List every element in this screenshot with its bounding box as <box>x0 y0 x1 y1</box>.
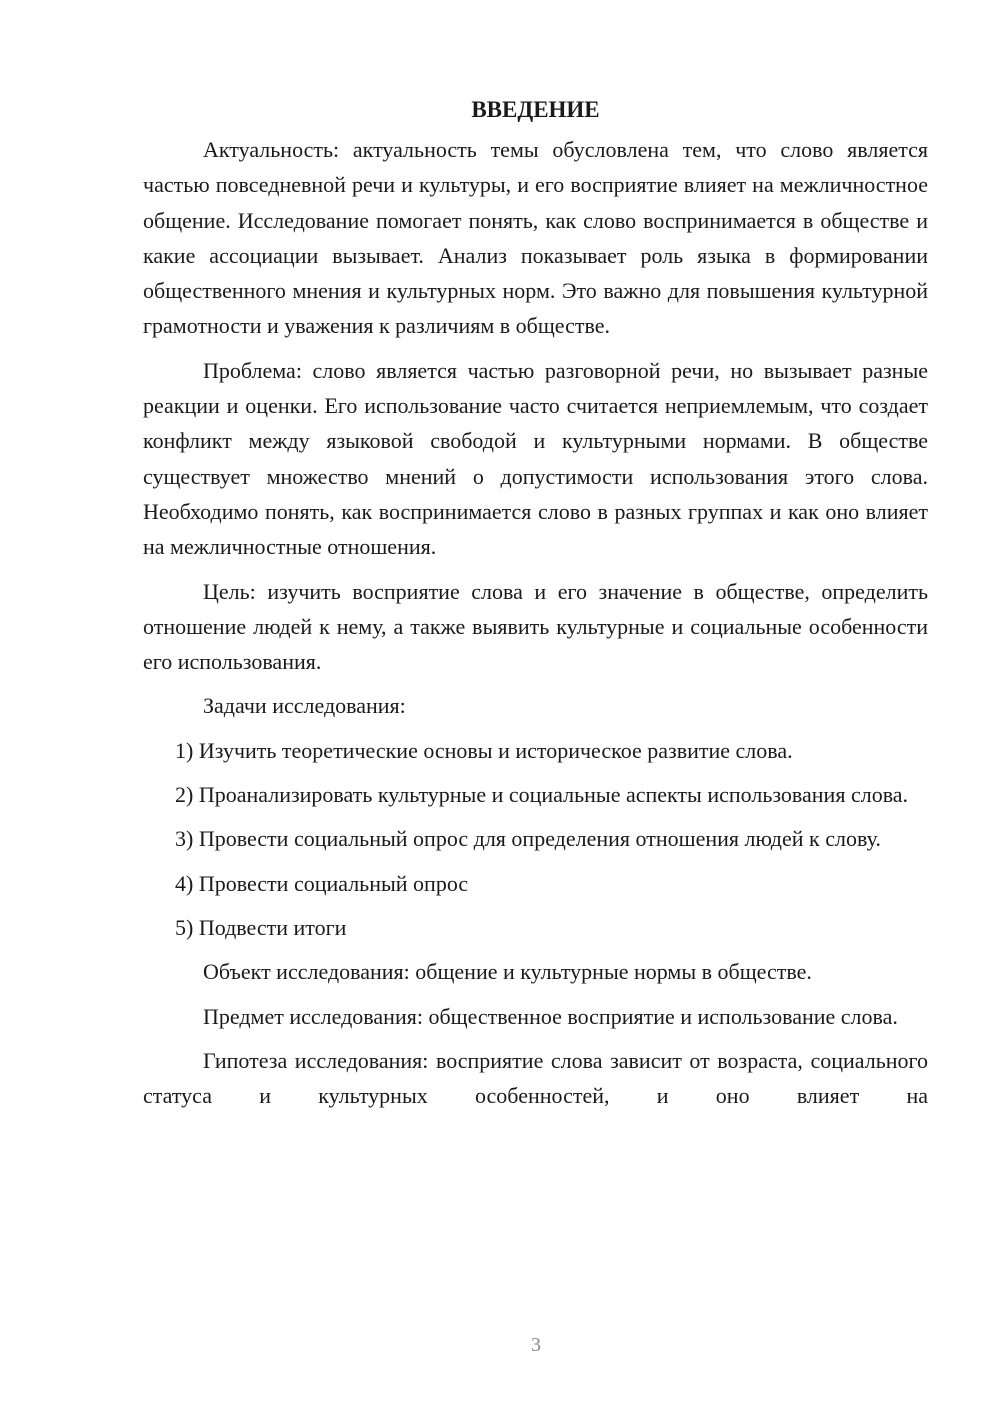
section-title: ВВЕДЕНИЕ <box>471 97 600 122</box>
problem-paragraph: Проблема: слово является частью разговорной речи, но вызывает разные реакции и оценки. Его использование часто считается неприемлемым, что создает конфликт между языковой свободой и культурными нормами. В обществе существует множество мнений о допустимости использования этого слова. Необходимо понять, как воспринимается слово в разных группах и как оно влияет на межличностные отношения. <box>143 357 928 560</box>
task-item-2: 2) Проанализировать культурные и социальные аспекты использования слова. <box>175 782 909 808</box>
research-object-paragraph: Объект исследования: общение и культурные нормы в обществе. <box>203 959 812 985</box>
goal-paragraph: Цель: изучить восприятие слова и его значение в обществе, определить отношение людей к нему, а также выявить культурные и социальные особенности его использования. <box>143 578 928 675</box>
tasks-heading: Задачи исследования: <box>203 693 406 719</box>
research-subject-paragraph: Предмет исследования: общественное восприятие и использование слова. <box>203 1003 898 1029</box>
hypothesis-paragraph: Гипотеза исследования: восприятие слова зависит от возраста, социального статуса и культурных особенностей, и оно влияет на <box>143 1047 928 1109</box>
task-item-5: 5) Подвести итоги <box>175 914 347 940</box>
relevance-paragraph: Актуальность: актуальность темы обусловлена тем, что слово является частью повседневной речи и культуры, и его восприятие влияет на межличностное общение. Исследование помогает понять, как слово воспринимается в обществе и какие ассоциации вызывает. Анализ показывает роль языка в формировании общественного мнения и культурных норм. Это важно для повышения культурной грамотности и уважения к различиям в обществе. <box>143 137 928 339</box>
task-item-3: 3) Провести социальный опрос для определения отношения людей к слову. <box>175 826 881 852</box>
page-number: 3 <box>531 1334 541 1356</box>
task-item-4: 4) Провести социальный опрос <box>175 870 469 896</box>
task-item-1: 1) Изучить теоретические основы и историческое развитие слова. <box>175 737 793 763</box>
document-page <box>143 92 928 1113</box>
